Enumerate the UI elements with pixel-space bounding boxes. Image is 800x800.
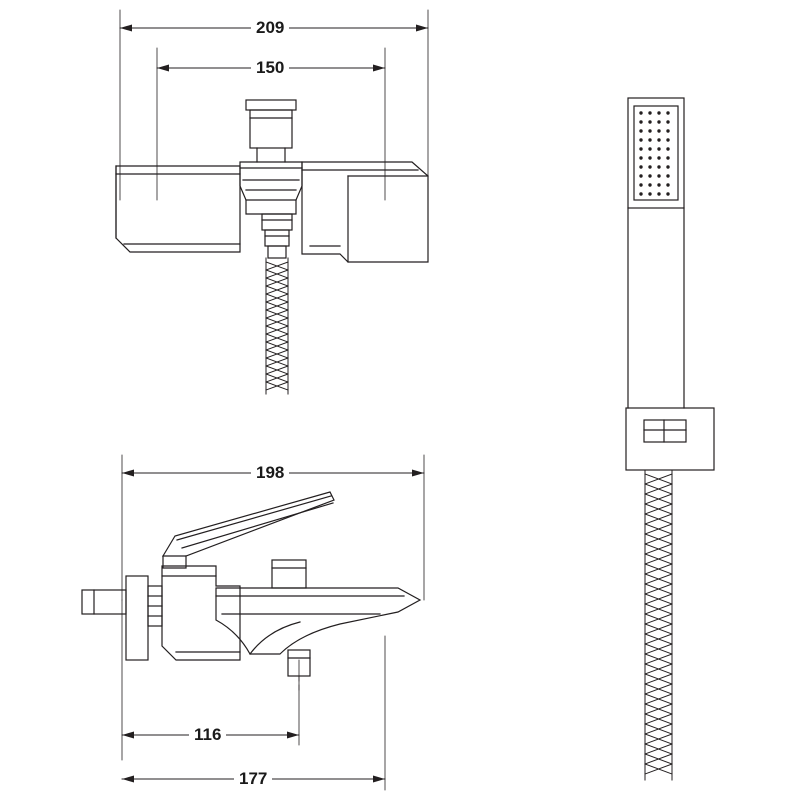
handset-view-group (626, 98, 714, 780)
dimension-label-198: 198 (251, 463, 289, 482)
side-wall-plate (126, 576, 148, 660)
front-center-body (240, 162, 302, 214)
front-hose (266, 258, 288, 394)
side-spout (216, 588, 420, 654)
side-spout-under (250, 622, 300, 654)
handset-spray-nozzles (639, 111, 669, 195)
side-body (162, 566, 240, 660)
arrow-116-left (122, 732, 134, 739)
dimension-label-177: 177 (234, 769, 272, 788)
handset-head (628, 98, 684, 208)
handset-connector-block (626, 408, 714, 470)
front-collar-upper (262, 214, 292, 230)
arrow-177-right (373, 776, 385, 783)
front-collar-lower (265, 230, 289, 246)
side-lever-line1 (177, 496, 331, 540)
arrow-150-right (373, 65, 385, 72)
arrow-209-left (120, 25, 132, 32)
arrow-209-right (416, 25, 428, 32)
arrow-198-left (122, 470, 134, 477)
dimension-label-209: 209 (251, 18, 289, 37)
side-wall-inlet (82, 590, 126, 614)
arrow-116-right (287, 732, 299, 739)
front-hose-nut (268, 246, 286, 258)
arrow-177-left (122, 776, 134, 783)
arrow-198-right (412, 470, 424, 477)
front-handle-cap (246, 100, 296, 110)
dimension-label-150: 150 (251, 58, 289, 77)
arrow-150-left (157, 65, 169, 72)
dimension-label-116: 116 (189, 725, 226, 744)
side-diverter-knob (272, 560, 306, 588)
front-right-wing (302, 162, 428, 262)
front-left-wing (116, 166, 240, 252)
front-handle-body (250, 110, 292, 148)
drawing-geometry (82, 10, 714, 790)
handset-hose (645, 470, 672, 780)
handset-connector-nut (644, 420, 686, 442)
side-view-group (82, 455, 424, 790)
side-lever-line2 (182, 503, 333, 548)
